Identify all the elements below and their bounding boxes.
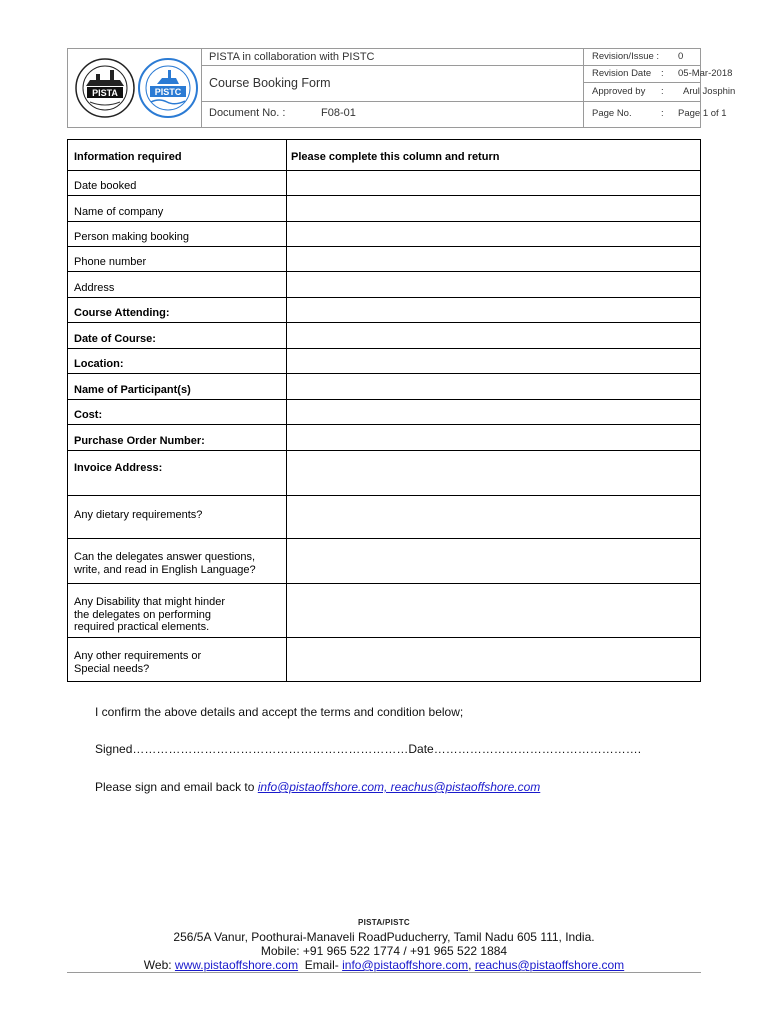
signature-line: Signed……………………………………………………………Date……………………………………………. (95, 742, 642, 756)
svg-text:PISTA: PISTA (92, 88, 118, 98)
row-label-line: write, and read in English Language? (74, 563, 256, 576)
doc-no-value: F08-01 (321, 107, 356, 119)
row-label: Invoice Address: (74, 462, 163, 474)
email-link[interactable]: info@pistaoffshore.com, reachus@pistaoffshore.com (257, 780, 541, 794)
page-colon: : (661, 108, 664, 119)
row-label: Purchase Order Number: (74, 434, 205, 447)
row-label: Phone number (74, 255, 147, 268)
web-label: Web: (143, 958, 175, 972)
col2-header: Please complete this column and return (291, 151, 500, 163)
row-date-booked[interactable] (68, 171, 700, 196)
pistc-logo (137, 56, 199, 120)
rev-date-value: 05-Mar-2018 (678, 68, 733, 79)
row-label: Name of company (74, 205, 164, 218)
header-title-cell (201, 49, 584, 127)
row-label: Course Attending: (74, 306, 170, 319)
form-title: Course Booking Form (201, 66, 583, 102)
row-disability[interactable] (68, 584, 700, 638)
row-address[interactable] (68, 272, 700, 298)
document-header (67, 48, 736, 128)
email-instruction (95, 780, 540, 794)
footer-email-link-2[interactable]: reachus@pistaoffshore.com (474, 958, 625, 972)
row-label-line: the delegates on performing (74, 608, 211, 621)
page-value: Page 1 of 1 (678, 108, 727, 119)
row-location[interactable] (68, 349, 700, 374)
row-label: Address (74, 281, 115, 294)
booking-form-table (67, 139, 701, 682)
document-number (201, 102, 583, 127)
row-purchase-order[interactable] (68, 425, 700, 451)
approved-row (583, 83, 736, 102)
revision-row (583, 49, 700, 66)
email-label: Email- (298, 958, 343, 972)
row-label-multiline (74, 551, 279, 576)
rev-date-colon: : (661, 68, 664, 79)
row-participants[interactable] (68, 374, 700, 400)
collab-line: PISTA in collaboration with PISTC (201, 49, 583, 66)
row-invoice-address[interactable] (68, 451, 700, 496)
logo-cell (68, 49, 202, 127)
row-label-line: Can the delegates answer questions, (74, 551, 256, 563)
row-label-line: Special needs? (74, 662, 150, 675)
row-label: Person making booking (74, 230, 189, 243)
revision-value: 0 (678, 51, 684, 62)
row-label: Location: (74, 357, 124, 370)
svg-text:PISTC: PISTC (154, 87, 182, 97)
row-label: Cost: (74, 408, 103, 421)
revision-date-row (583, 66, 733, 83)
footer-title: PISTA/PISTC (357, 918, 411, 927)
row-english-language[interactable] (68, 539, 700, 584)
row-date-of-course[interactable] (68, 323, 700, 349)
row-cost[interactable] (68, 400, 700, 425)
page-row (583, 102, 727, 127)
row-label-line: Any Disability that might hinder (74, 596, 226, 608)
row-phone-number[interactable] (68, 247, 700, 272)
footer-mobile: Mobile: +91 965 522 1774 / +91 965 522 1884 (260, 944, 508, 958)
row-label: Name of Participant(s) (74, 383, 191, 396)
approved-value: Arul Josphin (683, 86, 736, 97)
row-course-attending[interactable] (68, 298, 700, 323)
approved-label: Approved by (592, 86, 646, 97)
table-header-row (68, 140, 700, 171)
page-label: Page No. (592, 108, 632, 119)
row-dietary[interactable] (68, 496, 700, 539)
email-separator: , (468, 958, 475, 972)
doc-no-label: Document No. : (209, 107, 286, 119)
row-label: Date of Course: (74, 332, 156, 345)
footer-web-email (0, 958, 768, 972)
footer-rule (67, 972, 701, 973)
pista-logo (74, 56, 136, 120)
row-label-line: Any other requirements or (74, 650, 202, 662)
row-label: Any dietary requirements? (74, 509, 203, 521)
row-label-multiline (74, 596, 279, 634)
row-company-name[interactable] (68, 196, 700, 222)
col1-header: Information required (74, 151, 182, 163)
row-other-requirements[interactable] (68, 638, 700, 681)
rev-date-label: Revision Date (592, 68, 652, 79)
row-label-multiline (74, 650, 279, 675)
revision-label: Revision/Issue : (592, 51, 660, 62)
footer-address: 256/5A Vanur, Poothurai-Manaveli RoadPuducherry, Tamil Nadu 605 111, India. (173, 930, 595, 944)
row-label: Date booked (74, 179, 137, 192)
website-link[interactable]: www.pistaoffshore.com (174, 958, 299, 972)
row-label-line: required practical elements. (74, 621, 210, 633)
email-prefix: Please sign and email back to (95, 780, 258, 794)
header-meta-cell (583, 49, 736, 127)
footer-email-link-1[interactable]: info@pistaoffshore.com (342, 958, 469, 972)
row-person-booking[interactable] (68, 222, 700, 247)
approved-colon: : (661, 86, 664, 97)
confirmation-statement: I confirm the above details and accept the terms and condition below; (95, 705, 464, 719)
